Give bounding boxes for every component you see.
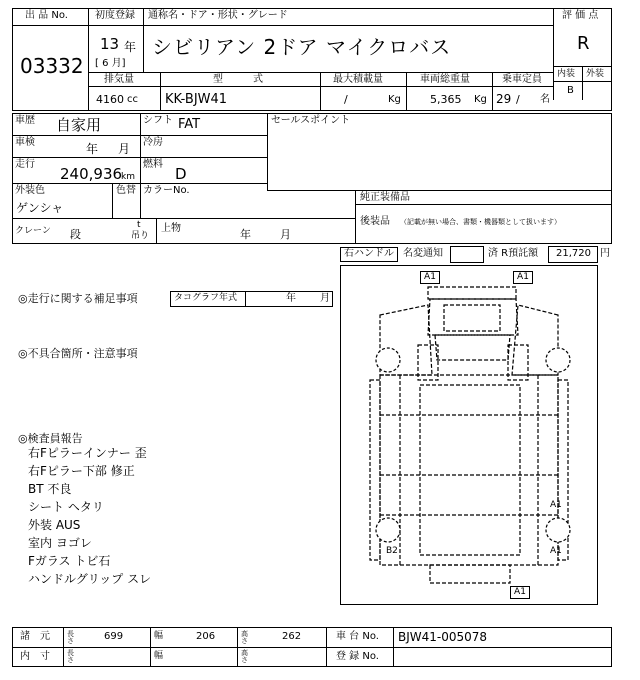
damage-mark-rear: A1: [510, 586, 530, 599]
divider: [12, 647, 612, 648]
genuine-equipment-label: 純正装備品: [360, 192, 410, 203]
inspector-item: 室内 ヨゴレ: [28, 536, 92, 550]
inspector-item: 外装 AUS: [28, 518, 81, 532]
chassis-no: BJW41-005078: [398, 630, 488, 644]
aftermarket-note: （記載が無い場合、書類・機器類として扱います）: [400, 218, 561, 226]
fuel: D: [175, 165, 187, 183]
body-mount-month-unit: 月: [280, 228, 291, 241]
divider: [393, 627, 394, 667]
divider: [12, 157, 267, 158]
divider: [143, 8, 144, 72]
ac-label: 冷房: [143, 137, 163, 148]
damage-mark-left-rear: B2: [386, 546, 398, 556]
right-hand-label: 右ハンドル: [344, 248, 394, 259]
lot-no-label: 出 品 No.: [25, 10, 68, 21]
divider: [12, 135, 267, 136]
divider: [12, 25, 88, 26]
model-name: シビリアン 2ドア マイクロバス: [152, 35, 452, 59]
max-load: /: [344, 93, 348, 106]
distance-label: 済 R預託額: [488, 248, 539, 259]
interior-label: 内装: [557, 69, 576, 79]
int-height-label: 高さ: [241, 649, 248, 664]
width-label: 幅: [154, 631, 164, 641]
color: ゲンシャ: [16, 201, 64, 215]
sales-point-label: セールスポイント: [271, 115, 351, 126]
defects-label: ◎不具合箇所・注意事項: [18, 347, 138, 360]
chassis-label: 車 台 No.: [336, 631, 379, 642]
crane-label: クレーン: [15, 226, 51, 236]
divider: [320, 72, 321, 111]
width: 206: [196, 631, 216, 642]
history: 自家用: [56, 116, 102, 134]
divider: [245, 291, 246, 307]
max-load-unit: Kg: [388, 94, 401, 105]
crane-hang-label: 吊り: [131, 231, 150, 241]
divider: [63, 627, 64, 667]
divider: [88, 25, 553, 26]
divider: [88, 8, 89, 111]
int-length-label: 長さ: [67, 649, 74, 664]
inspector-item: Fガラス トビ石: [28, 554, 111, 568]
capacity: 29: [496, 92, 512, 106]
body-mount-label: 上物: [161, 223, 181, 234]
color-code-label: カラーNo.: [143, 185, 190, 196]
divider: [140, 113, 141, 190]
displacement-label: 排気量: [104, 74, 134, 85]
capacity-unit: 名: [540, 94, 550, 105]
recycle-fee: 21,720: [556, 248, 591, 259]
mileage: 240,936: [60, 165, 123, 183]
tacho-month-unit: 月: [320, 293, 330, 304]
damage-mark-top-right: A1: [513, 271, 533, 284]
divider: [355, 190, 356, 244]
inspector-item: ハンドルグリップ スレ: [28, 572, 152, 586]
height: 262: [282, 631, 302, 642]
divider: [582, 66, 583, 100]
inspection-month-unit: 月: [118, 142, 131, 156]
divider: [160, 72, 161, 111]
divider: [267, 113, 268, 190]
inspection-label: 車検: [15, 137, 35, 148]
capacity-label: 乗車定員: [502, 74, 542, 85]
type-label: 型 式: [213, 74, 263, 85]
divider: [237, 627, 238, 667]
inspection-year-unit: 年: [86, 142, 99, 156]
fuel-label: 燃料: [143, 159, 163, 170]
divider: [326, 627, 327, 667]
crane-ton-label: t: [137, 220, 141, 230]
name-change-label: 名変通知: [403, 248, 443, 259]
interior-dim-label: 内 寸: [20, 651, 50, 662]
divider: [492, 72, 493, 111]
displacement: 4160: [96, 93, 124, 106]
tacho-year-unit: 年: [286, 293, 296, 304]
height-label: 高さ: [241, 630, 248, 645]
specs-label: 諸 元: [20, 631, 50, 642]
divider: [150, 627, 151, 667]
mileage-label: 走行: [15, 159, 35, 170]
length: 699: [104, 631, 124, 642]
lot-no: 03332: [20, 54, 84, 78]
driving-notes-label: ◎走行に関する補足事項: [18, 292, 138, 305]
gross-weight-label: 車両総重量: [420, 74, 470, 85]
divider: [140, 183, 141, 218]
shift: FAT: [178, 117, 201, 132]
year-unit: 年: [124, 40, 137, 54]
inspector-item: 右Fピラーインナー 歪: [28, 446, 147, 460]
history-label: 車歴: [15, 115, 35, 126]
model-label: 通称名・ドア・形状・グレード: [148, 10, 288, 21]
model-type: KK-BJW41: [165, 92, 228, 107]
inspector-item: BT 不良: [28, 482, 72, 496]
first-reg-year: 13: [100, 35, 120, 53]
inspector-item: シート ヘタリ: [28, 500, 104, 514]
interior-score: B: [567, 85, 574, 96]
name-change-box: [450, 246, 484, 263]
first-reg-label: 初度登録: [95, 10, 135, 21]
body-mount-year-unit: 年: [240, 228, 251, 241]
damage-mark-right-rear-upper: A1: [550, 500, 562, 510]
mileage-unit: km: [121, 172, 135, 182]
int-width-label: 幅: [154, 651, 164, 661]
crane-level-label: 段: [70, 228, 81, 241]
aftermarket-label: 後装品: [360, 216, 390, 227]
divider: [12, 218, 355, 219]
capacity-sep: /: [516, 93, 520, 106]
displacement-unit: cc: [127, 94, 138, 105]
inspector-label: ◎検査員報告: [18, 432, 83, 445]
divider: [553, 81, 612, 82]
exterior-label: 外装: [586, 69, 605, 79]
inspector-item: 右Fピラー下部 修正: [28, 464, 135, 478]
registration-label: 登 録 No.: [336, 651, 379, 662]
damage-mark-right-rear-lower: A1: [550, 546, 562, 556]
divider: [267, 190, 612, 191]
length-label: 長さ: [67, 630, 74, 645]
color-label: 外装色: [15, 185, 45, 196]
shift-label: シフト: [143, 115, 173, 126]
max-load-label: 最大積載量: [333, 74, 383, 85]
gross-weight: 5,365: [430, 93, 462, 106]
divider: [112, 183, 113, 218]
tacho-label: タコグラフ年式: [174, 293, 238, 303]
divider: [355, 204, 612, 205]
damage-mark-top-left: A1: [420, 271, 440, 284]
divider: [553, 8, 554, 100]
recycle-unit: 円: [600, 248, 610, 259]
first-reg-month: [ 6 月]: [95, 58, 126, 69]
score-label: 評 価 点: [562, 10, 599, 21]
divider: [406, 72, 407, 111]
divider: [156, 218, 157, 244]
gross-weight-unit: Kg: [474, 94, 487, 105]
score: R: [577, 33, 590, 54]
color-no-label: 色替: [116, 185, 136, 196]
